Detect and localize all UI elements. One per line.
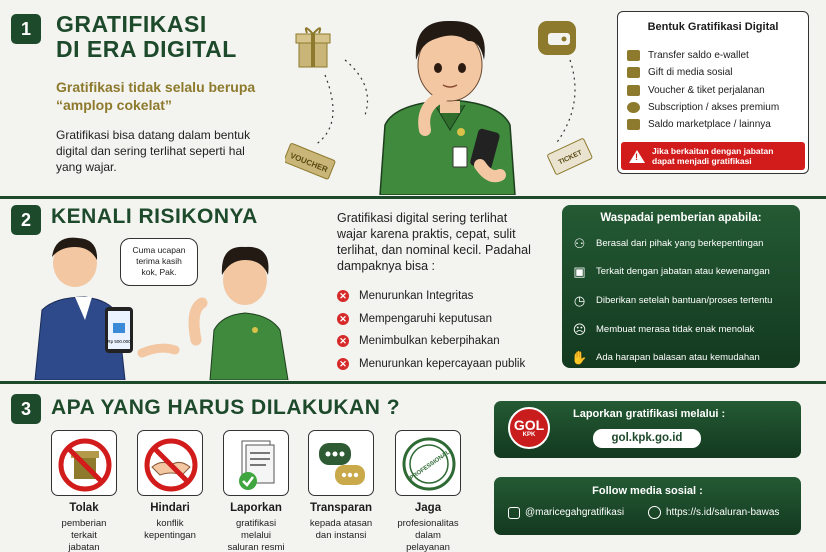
social-panel — [494, 477, 801, 535]
list-item — [627, 116, 779, 133]
section-1-subtitle-line1: Gratifikasi tidak selalu berupa — [56, 79, 256, 95]
list-item-label: Gift di media sosial — [648, 67, 733, 79]
action-laporkan — [220, 430, 292, 552]
logo-sub: KPK — [522, 432, 536, 438]
section-1-title-line1: GRATIFIKASI — [56, 11, 207, 37]
list-item-label: Transfer saldo e-wallet — [648, 50, 749, 62]
report-title: Laporkan gratifikasi melalui : — [573, 408, 726, 420]
action-transparan — [305, 430, 377, 542]
forms-list — [627, 47, 779, 133]
instagram-handle[interactable]: @maricegahgratifikasi — [525, 507, 625, 518]
action-tolak — [48, 430, 120, 552]
clock-icon: ◷ — [573, 292, 586, 308]
section-divider — [0, 196, 826, 199]
warning-line2: dapat menjadi gratifikasi — [652, 156, 752, 166]
list-item-label: Voucher & tiket perjalanan — [648, 84, 765, 96]
list-item — [571, 229, 772, 258]
warning-line1: Jika berkaitan dengan jabatan — [652, 146, 774, 156]
list-item — [337, 308, 525, 331]
risk-label: Mempengaruhi keputusan — [359, 312, 492, 325]
action-desc-line1: gratifikasi melalui — [235, 518, 277, 541]
people-icon: ⚇ — [573, 235, 586, 251]
section-2-body-line1: Gratifikasi digital sering terlihat — [337, 211, 508, 225]
instagram-icon — [508, 507, 520, 519]
action-label: Laporkan — [230, 502, 282, 514]
list-item-label: Diberikan setelah bantuan/proses tertentu — [596, 294, 773, 306]
section-2-title: KENALI RISIKONYA — [51, 205, 258, 228]
ticket-icon — [627, 85, 640, 96]
social-title: Follow media sosial : — [592, 485, 703, 497]
section-1-body-line3: yang wajar. — [56, 160, 117, 174]
action-desc-line2: saluran resmi — [227, 542, 285, 552]
beware-conditions-box — [562, 205, 800, 368]
action-label: Jaga — [414, 502, 442, 514]
report-url-link[interactable]: gol.kpk.go.id — [593, 429, 701, 448]
wallet-icon — [627, 50, 640, 61]
refuse-gift-icon — [51, 430, 117, 496]
warning-icon: ! — [629, 150, 645, 163]
list-item — [337, 353, 525, 376]
wallet-icon — [538, 21, 576, 55]
action-hindari — [134, 430, 206, 542]
handshake-icon: ✋ — [571, 350, 588, 366]
x-circle-icon: ✕ — [337, 358, 349, 370]
whatsapp-icon — [648, 506, 661, 519]
list-item — [571, 258, 772, 287]
list-item-label: Ada harapan balasan atau kemudahan — [596, 352, 760, 364]
ticket-label: TICKET — [557, 149, 584, 167]
beware-box-title: Waspadai pemberian apabila: — [600, 212, 762, 224]
list-item-label: Subscription / akses premium — [648, 102, 780, 114]
voucher-label: VOUCHER — [288, 150, 330, 175]
bubble-line2: terima kasih — [136, 256, 182, 266]
action-jaga — [392, 430, 464, 552]
section-1-subtitle-line2: “amplop cokelat” — [56, 97, 172, 113]
action-desc-line1: pemberian terkait — [61, 518, 107, 541]
report-panel — [494, 401, 801, 458]
x-circle-icon: ✕ — [337, 290, 349, 302]
digital-gratification-forms-box — [617, 11, 809, 174]
section-divider — [0, 381, 826, 384]
section-1-title-line2: DI ERA DIGITAL — [56, 36, 237, 62]
list-item — [337, 330, 525, 353]
action-desc-line2: dalam pelayanan — [406, 530, 450, 552]
action-label: Hindari — [150, 502, 190, 514]
section-2-body-line3: terlihat, dan nominal kecil. Padahal — [337, 243, 531, 257]
action-desc-line2: jabatan — [68, 542, 100, 552]
briefcase-icon: ▣ — [573, 264, 586, 280]
risk-label: Menurunkan Integritas — [359, 290, 474, 303]
risk-label: Menurunkan kepercayaan publik — [359, 357, 526, 370]
section-2-body-line2: wajar karena praktis, cepat, sulit — [337, 227, 516, 241]
list-item-label: Berasal dari pihak yang berkepentingan — [596, 237, 764, 249]
bubble-line1: Cuma ucapan — [132, 245, 186, 255]
bubble-line3: kok, Pak. — [141, 267, 177, 277]
voucher-ticket-icon — [285, 143, 336, 180]
forms-box-title: Bentuk Gratifikasi Digital — [647, 21, 779, 33]
section-3-title: APA YANG HARUS DILAKUKAN ? — [51, 396, 401, 419]
refuse-handshake-icon — [137, 430, 203, 496]
list-item — [337, 285, 525, 308]
report-document-icon — [223, 430, 289, 496]
giver-and-officer-illustration — [30, 235, 310, 380]
action-desc-line1: konflik — [156, 518, 184, 529]
cart-icon — [627, 119, 640, 130]
list-item — [627, 99, 779, 116]
stamp-text: PROFESSIONAL — [409, 449, 452, 482]
gol-kpk-logo — [508, 407, 550, 449]
action-desc-line1: profesionalitas — [397, 518, 459, 529]
chat-bubbles-icon — [308, 430, 374, 496]
list-item — [627, 82, 779, 99]
list-item-label: Terkait dengan jabatan atau kewenangan — [596, 266, 770, 278]
beware-list — [571, 229, 772, 372]
section-1-number: 1 — [11, 14, 41, 44]
action-desc-line1: kepada atasan — [309, 518, 373, 529]
list-item — [627, 47, 779, 64]
action-desc-line2: kepentingan — [144, 530, 196, 541]
section-2-number: 2 — [11, 205, 41, 235]
risk-label: Menimbulkan keberpihakan — [359, 335, 500, 348]
travel-ticket-icon — [547, 138, 593, 175]
list-item — [571, 315, 772, 344]
worried-face-icon: ☹ — [572, 321, 587, 337]
warning-banner — [621, 142, 805, 170]
play-icon — [627, 102, 640, 113]
x-circle-icon: ✕ — [337, 335, 349, 347]
gift-box-icon — [296, 28, 330, 67]
gift-icon — [627, 67, 640, 78]
list-item-label: Membuat merasa tidak enak menolak — [596, 323, 755, 335]
action-label: Transparan — [310, 502, 372, 514]
x-circle-icon: ✕ — [337, 313, 349, 325]
whatsapp-link[interactable]: https://s.id/saluran-bawas — [666, 507, 780, 518]
list-item — [571, 343, 772, 372]
list-item — [627, 64, 779, 81]
section-2-body-line4: dampaknya bisa : — [337, 259, 435, 273]
officer-figure — [380, 21, 515, 195]
officer-with-phone-illustration — [285, 5, 615, 195]
section-3-number: 3 — [11, 394, 41, 424]
risk-list — [337, 285, 525, 375]
action-label: Tolak — [69, 502, 99, 514]
section-1-body-line2: digital dan sering terlihat seperti hal — [56, 144, 245, 158]
action-desc-line2: dan instansi — [315, 530, 367, 541]
section-1-body-line1: Gratifikasi bisa datang dalam bentuk — [56, 128, 251, 142]
logo-text: GOL — [513, 417, 545, 433]
professional-stamp-icon — [395, 430, 461, 496]
phone-amount: Rp 500.000 — [107, 339, 131, 344]
list-item-label: Saldo marketplace / lainnya — [648, 119, 771, 131]
list-item — [571, 286, 772, 315]
